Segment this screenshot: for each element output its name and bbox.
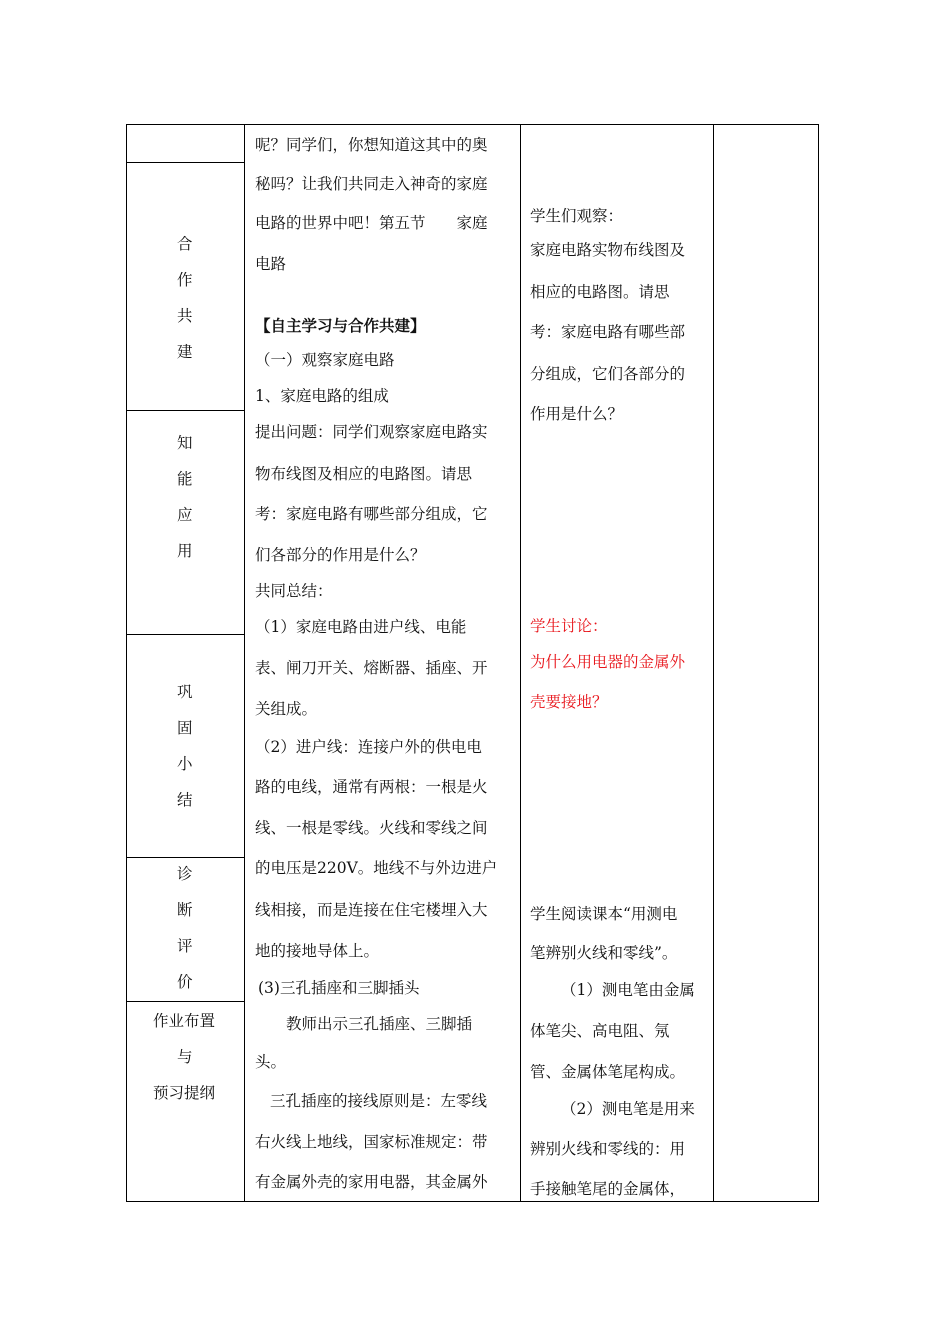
stage-label: 共 (177, 307, 193, 325)
stage-label: 应 (177, 506, 193, 524)
activity-line: 管、金属体笔尾构成。 (530, 1063, 686, 1081)
stage-label: 与 (177, 1048, 193, 1066)
body-line: 提出问题：同学们观察家庭电路实 (255, 423, 488, 441)
body-line: 有金属外壳的家用电器，其金属外 (255, 1173, 488, 1191)
activity-line: 相应的电路图。请思 (530, 283, 670, 301)
activity-line: 笔辨别火线和零线”。 (530, 944, 678, 962)
body-line: 头。 (255, 1053, 287, 1071)
body-line: 关组成。 (255, 700, 318, 718)
table-divider-1 (244, 124, 245, 1202)
body-line: 线相接，而是连接在住宅楼埋入大 (255, 901, 488, 919)
discussion-line: 壳要接地？ (530, 693, 608, 711)
stage-label: 建 (177, 343, 193, 361)
stage-label: 断 (177, 901, 193, 919)
activity-line: 学生阅读课本“用测电 (530, 905, 678, 923)
left-row-sep-5 (126, 1001, 244, 1002)
stage-label: 合 (177, 235, 193, 253)
table-border-top (126, 124, 819, 125)
left-row-sep-4 (126, 857, 244, 858)
activity-line: （1）测电笔由金属 (561, 981, 695, 999)
activity-line: 家庭电路实物布线图及 (530, 241, 686, 259)
stage-label: 诊 (177, 865, 193, 883)
subsection-heading: 1、家庭电路的组成 (255, 387, 389, 405)
activity-line: 体笔尖、高电阻、氖 (530, 1022, 670, 1040)
discussion-line: 学生讨论： (530, 617, 608, 635)
body-line: 的电压是220V。地线不与外边进户 (255, 859, 498, 877)
stage-label: 小 (177, 755, 193, 773)
body-line: 表、闸刀开关、熔断器、插座、开 (255, 659, 488, 677)
stage-label: 作业布置 (153, 1012, 216, 1030)
stage-label: 预习提纲 (153, 1084, 216, 1102)
activity-line: 分组成，它们各部分的 (530, 365, 686, 383)
stage-label: 作 (177, 271, 193, 289)
stage-label: 评 (177, 937, 193, 955)
activity-line: 考：家庭电路有哪些部 (530, 323, 686, 341)
body-line: 三孔插座的接线原则是：左零线 (270, 1092, 488, 1110)
body-line: 共同总结： (255, 582, 333, 600)
stage-label: 价 (177, 973, 193, 991)
body-line: 地的接地导体上。 (255, 942, 380, 960)
body-line: 秘吗？让我们共同走入神奇的家庭 (255, 175, 488, 193)
body-line: 电路 (255, 255, 287, 273)
activity-line: 手接触笔尾的金属体， (530, 1180, 686, 1198)
body-line: 物布线图及相应的电路图。请思 (255, 465, 473, 483)
activity-line: 辨别火线和零线的：用 (530, 1140, 686, 1158)
body-line: 右火线上地线，国家标准规定：带 (255, 1133, 488, 1151)
section-heading: 【自主学习与合作共建】 (255, 316, 426, 335)
body-line: （1）家庭电路由进户线、电能 (255, 618, 467, 636)
table-divider-3 (713, 124, 714, 1202)
stage-label: 用 (177, 542, 193, 560)
table-border-right (818, 124, 819, 1202)
left-row-sep-3 (126, 634, 244, 635)
left-row-sep-1 (126, 162, 244, 163)
table-border-bottom (126, 1201, 819, 1202)
activity-line: 作用是什么？ (530, 405, 624, 423)
subsection-heading: （一）观察家庭电路 (255, 351, 395, 369)
discussion-line: 为什么用电器的金属外 (530, 653, 686, 671)
body-line: 路的电线，通常有两根：一根是火 (255, 778, 488, 796)
stage-label: 固 (177, 719, 193, 737)
body-line: 们各部分的作用是什么？ (255, 546, 426, 564)
body-line: 电路的世界中吧！第五节 家庭 (255, 214, 488, 232)
stage-label: 知 (177, 434, 193, 452)
left-row-sep-2 (126, 410, 244, 411)
body-line: 呢？同学们，你想知道这其中的奥 (255, 136, 488, 154)
stage-label: 结 (177, 791, 193, 809)
body-line: 线、一根是零线。火线和零线之间 (255, 819, 488, 837)
body-line: 考：家庭电路有哪些部分组成，它 (255, 505, 488, 523)
body-line: 教师出示三孔插座、三脚插 (286, 1015, 473, 1033)
activity-line: （2）测电笔是用来 (561, 1100, 695, 1118)
table-divider-2 (520, 124, 521, 1202)
body-line: （2）进户线：连接户外的供电电 (255, 738, 482, 756)
subsection-heading: (3)三孔插座和三脚插头 (258, 979, 420, 997)
table-border-left (126, 124, 127, 1202)
stage-label: 能 (177, 470, 193, 488)
activity-line: 学生们观察： (530, 207, 624, 225)
stage-label: 巩 (177, 683, 193, 701)
